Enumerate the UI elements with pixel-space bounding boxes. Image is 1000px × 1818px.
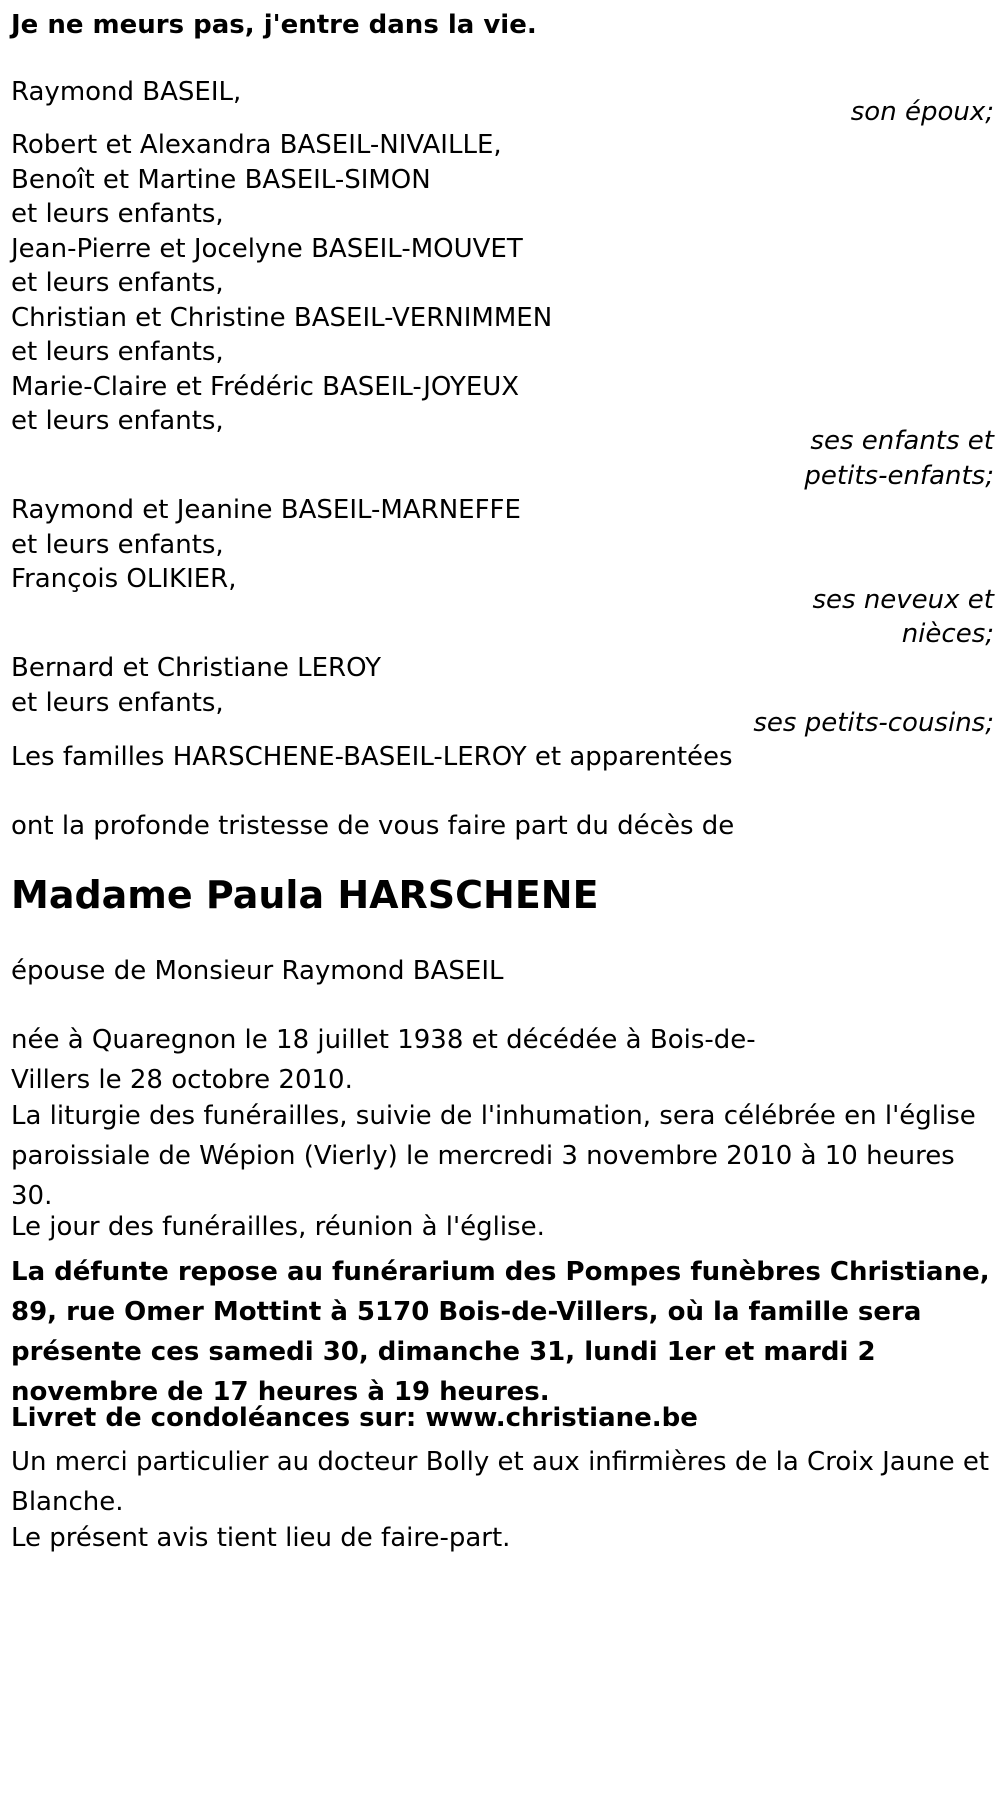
visitation-paragraph: La défunte repose au funérarium des Pompes funèbres Christiane, 89, rue Omer Mottint à 5170 Bois-de-Villers, où la famille sera présente ces samedi 30, dimanche 31, lundi 1er et mardi 2 novembre de 17 heures à 19 heures. (11, 1257, 990, 1407)
nephews-role: nièces; (901, 619, 994, 649)
gathering-paragraph: Le jour des funérailles, réunion à l'église. (11, 1212, 545, 1242)
announcement: ont la profonde tristesse de vous faire part du décès de (11, 811, 735, 841)
children-line: et leurs enfants, (11, 337, 224, 367)
children-line: Benoît et Martine BASEIL-SIMON (11, 165, 431, 195)
nephews-line: François OLIKIER, (11, 564, 237, 594)
nephews-role: ses neveux et (812, 585, 994, 615)
children-line: et leurs enfants, (11, 199, 224, 229)
families-line: Les familles HARSCHENE-BASEIL-LEROY et apparentées (11, 742, 733, 772)
children-line: et leurs enfants, (11, 406, 224, 436)
children-role: petits-enfants; (804, 461, 994, 491)
children-line: Christian et Christine BASEIL-VERNIMMEN (11, 303, 553, 333)
spouse-name: Raymond BASEIL, (11, 77, 242, 107)
notice-line: Le présent avis tient lieu de faire-part. (11, 1523, 511, 1553)
children-line: Jean-Pierre et Jocelyne BASEIL-MOUVET (11, 234, 523, 264)
spouse-of: épouse de Monsieur Raymond BASEIL (11, 956, 504, 986)
thanks-paragraph: Un merci particulier au docteur Bolly et aux infirmières de la Croix Jaune et Blanche. (11, 1447, 990, 1517)
children-line: Robert et Alexandra BASEIL-NIVAILLE, (11, 130, 502, 160)
condolences-line: Livret de condoléances sur: www.christiane.be (11, 1403, 698, 1433)
children-line: Marie-Claire et Frédéric BASEIL-JOYEUX (11, 372, 520, 402)
birth-death-paragraph: née à Quaregnon le 18 juillet 1938 et décédée à Bois-de-Villers le 28 octobre 2010. (11, 1025, 756, 1095)
liturgy-paragraph: La liturgie des funérailles, suivie de l'inhumation, sera célébrée en l'église paroissiale de Wépion (Vierly) le mercredi 3 novembre 2010 à 10 heures 30. (11, 1101, 976, 1211)
cousins-line: et leurs enfants, (11, 688, 224, 718)
spouse-role: son époux; (850, 97, 994, 127)
heading: Je ne meurs pas, j'entre dans la vie. (11, 10, 537, 40)
children-line: et leurs enfants, (11, 268, 224, 298)
children-role: ses enfants et (810, 426, 994, 456)
cousins-line: Bernard et Christiane LEROY (11, 653, 382, 683)
deceased-name: Madame Paula HARSCHENE (11, 873, 599, 917)
nephews-line: et leurs enfants, (11, 530, 224, 560)
nephews-line: Raymond et Jeanine BASEIL-MARNEFFE (11, 495, 521, 525)
cousins-role: ses petits-cousins; (753, 708, 994, 738)
